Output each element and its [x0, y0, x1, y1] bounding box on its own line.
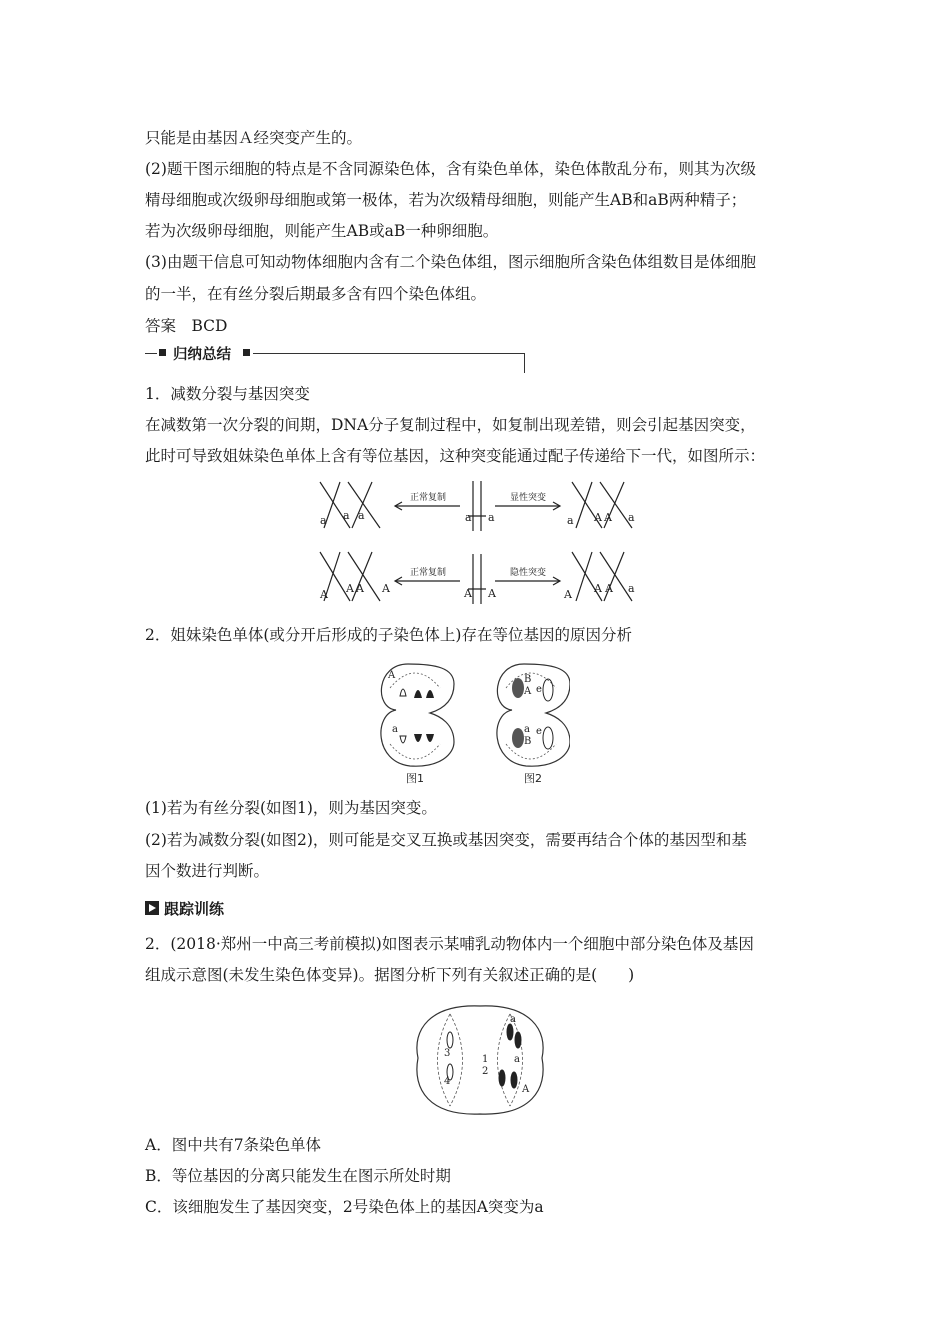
- sister-chromatid-cells-diagram: [370, 658, 570, 786]
- allele-label: A: [346, 582, 354, 595]
- allele-label: a: [320, 514, 327, 527]
- text-line: 精母细胞或次级卵母细胞或第一极体，若为次级精母细胞，则能产生AB和aB两种精子；: [145, 191, 747, 209]
- gene-label: a: [524, 724, 530, 735]
- section-title: 2．姐妹染色单体(或分开后形成的子染色体上)存在等位基因的原因分析: [145, 626, 632, 644]
- chromosome-number: 3: [444, 1048, 451, 1059]
- figure-caption: 图2: [524, 772, 542, 785]
- figure-caption: 图1: [406, 772, 424, 785]
- gene-label: A: [388, 670, 396, 681]
- arrow-label-normal: 正常复制: [410, 568, 447, 578]
- allele-label: a: [567, 514, 574, 527]
- summary-title: 归纳总结: [173, 347, 231, 363]
- gene-label: a: [392, 724, 398, 735]
- allele-label: a: [343, 509, 350, 522]
- question-line: 组成示意图(未发生染色体变异)。据图分析下列有关叙述正确的是( ): [145, 966, 635, 984]
- practice-title: 跟踪训练: [164, 899, 225, 918]
- text-line: 的一半，在有丝分裂后期最多含有四个染色体组。: [145, 285, 487, 303]
- text-line: (3)由题干信息可知动物体细胞内含有二个染色体组，图示细胞所含染色体组数目是体细胞: [145, 253, 756, 271]
- allele-label: a: [628, 511, 635, 524]
- question-line: 2．(2018·郑州一中高三考前模拟)如图表示某哺乳动物体内一个细胞中部分染色体及基因: [145, 935, 754, 953]
- option-a: A．图中共有7条染色单体: [145, 1136, 322, 1154]
- cell-2-outline: [497, 664, 570, 766]
- text-line: (1)若为有丝分裂(如图1)，则为基因突变。: [145, 799, 437, 817]
- text-line: (2)题干图示细胞的特点是不含同源染色体，含有染色单体，染色体散乱分布，则其为次级: [145, 160, 756, 178]
- allele-label: A: [320, 588, 328, 601]
- allele-label: A: [605, 582, 613, 595]
- gene-label: a: [514, 1054, 520, 1065]
- mutation-replication-diagram: [310, 476, 650, 611]
- text-line: 只能是由基因Ａ经突变产生的。: [145, 129, 363, 147]
- section-title: 1．减数分裂与基因突变: [145, 385, 310, 403]
- allele-label: A: [488, 587, 496, 600]
- allele-label: A: [594, 511, 602, 524]
- text-line: 在减数第一次分裂的间期，DNA分子复制过程中，如复制出现差错，则会引起基因突变，: [145, 416, 756, 434]
- gene-label: B: [524, 736, 532, 747]
- gene-label: B: [524, 674, 532, 685]
- gene-label: A: [524, 686, 532, 697]
- allele-label: A: [464, 587, 472, 600]
- allele-label: A: [594, 582, 602, 595]
- allele-label: A: [564, 588, 572, 601]
- text-line: (2)若为减数分裂(如图2)，则可能是交叉互换或基因突变，需要再结合个体的基因型和基: [145, 831, 747, 849]
- allele-label: A: [604, 511, 612, 524]
- text-line: 因个数进行判断。: [145, 862, 270, 880]
- allele-label: a: [358, 509, 365, 522]
- gene-label: A: [522, 1084, 530, 1095]
- square-icon: [159, 349, 166, 356]
- option-b: B．等位基因的分离只能发生在图示所处时期: [145, 1167, 451, 1185]
- gene-label: e: [536, 684, 542, 695]
- allele-label: A: [356, 582, 364, 595]
- play-icon: [145, 901, 159, 915]
- allele-label: A: [382, 582, 390, 595]
- summary-section-header: [145, 345, 525, 373]
- option-c: C．该细胞发生了基因突变，2号染色体上的基因A突变为a: [145, 1198, 544, 1216]
- arrow-label-recessive: 隐性突变: [510, 568, 547, 578]
- text-line: 此时可导致姐妹染色单体上含有等位基因，这种突变能通过配子传递给下一代，如图所示：: [145, 447, 766, 465]
- allele-label: a: [488, 511, 495, 524]
- practice-section-header: [145, 897, 224, 919]
- square-icon: [243, 349, 250, 356]
- allele-label: a: [628, 582, 635, 595]
- arrow-label-dominant: 显性突变: [510, 493, 547, 503]
- dividing-cell-diagram: [410, 1000, 550, 1120]
- chromosome-number: 4: [444, 1076, 451, 1087]
- text-line: 若为次级卵母细胞，则能产生AB或aB一种卵细胞。: [145, 222, 499, 240]
- chromosome-number: 1: [482, 1054, 489, 1065]
- arrow-label-normal: 正常复制: [410, 493, 447, 503]
- gene-label: e: [536, 726, 542, 737]
- answer-line: 答案 BCD: [145, 317, 228, 335]
- gene-label: a: [510, 1014, 516, 1025]
- allele-label: a: [465, 511, 472, 524]
- chromosome-number: 2: [482, 1066, 489, 1077]
